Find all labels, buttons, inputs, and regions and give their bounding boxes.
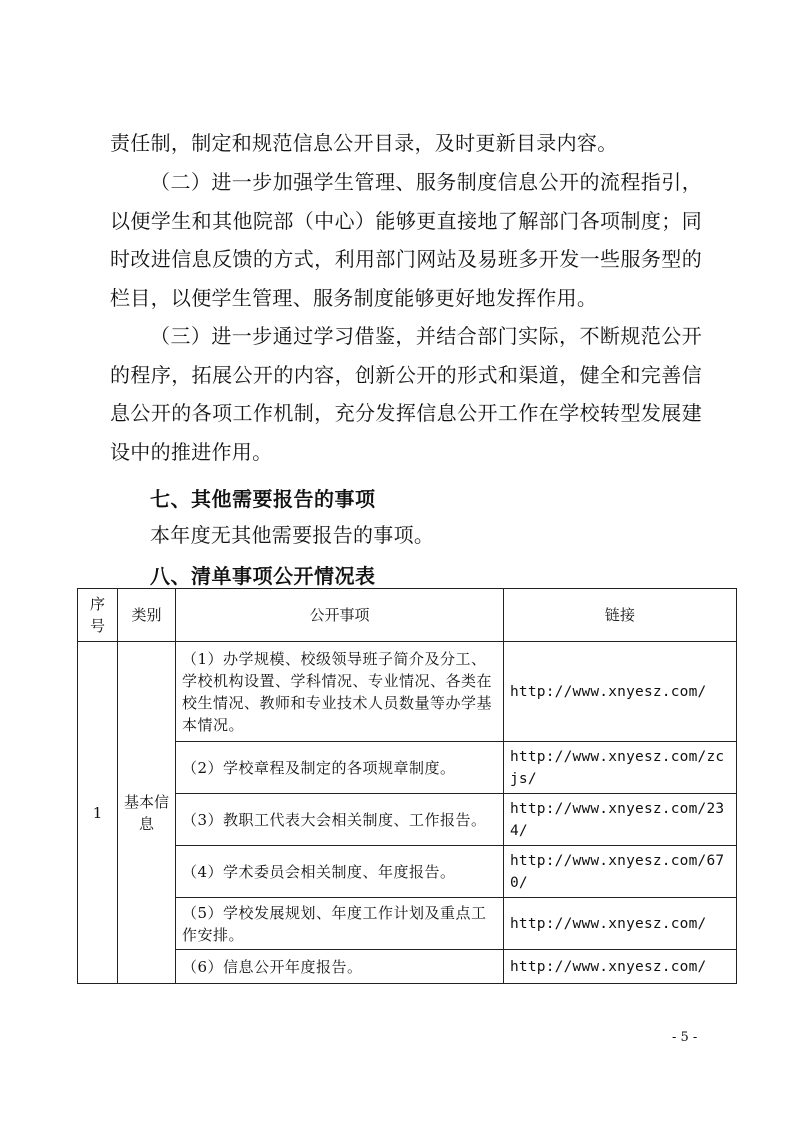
row-group-category: 基本信息 <box>118 642 176 984</box>
link[interactable]: http://www.xnyesz.com/zcjs/ <box>510 748 725 787</box>
table-row <box>78 846 737 898</box>
header-no: 序号 <box>78 589 118 642</box>
paragraph-item-2: （二）进一步加强学生管理、服务制度信息公开的流程指引，以便学生和其他院部（中心）能够更直接地了解部门各项制度；同时改进信息反馈的方式，利用部门网站及易班多开发一些服务型的栏目，以便学生管理、服务制度能够更好地发挥作用。 <box>110 170 702 310</box>
link[interactable]: http://www.xnyesz.com/ <box>510 915 707 932</box>
header-category: 类别 <box>118 589 176 642</box>
table-cell-link[interactable] <box>504 742 737 794</box>
table-cell-item: （4）学术委员会相关制度、年度报告。 <box>176 846 504 898</box>
table-cell-item: （3）教职工代表大会相关制度、工作报告。 <box>176 794 504 846</box>
table-cell-link[interactable] <box>504 950 737 984</box>
section-7-heading: 七、其他需要报告的事项 <box>150 487 376 511</box>
page-number: - 5 - <box>672 1030 698 1045</box>
table-cell-item: （2）学校章程及制定的各项规章制度。 <box>176 742 504 794</box>
table-cell-link[interactable] <box>504 794 737 846</box>
table-row <box>78 898 737 950</box>
table-cell-item: （5）学校发展规划、年度工作计划及重点工作安排。 <box>176 898 504 950</box>
disclosure-table <box>77 588 737 984</box>
section-8-heading: 八、清单事项公开情况表 <box>150 564 376 588</box>
table-cell-link[interactable] <box>504 642 737 742</box>
link[interactable]: http://www.xnyesz.com/234/ <box>510 800 725 839</box>
paragraph-item-3: （三）进一步通过学习借鉴，并结合部门实际，不断规范公开的程序，拓展公开的内容，创新公开的形式和渠道，健全和完善信息公开的各项工作机制，充分发挥信息公开工作在学校转型发展建设中的推进作用。 <box>110 324 702 464</box>
table-row <box>78 642 737 742</box>
link[interactable]: http://www.xnyesz.com/ <box>510 958 707 975</box>
link[interactable]: http://www.xnyesz.com/670/ <box>510 852 725 891</box>
table-row <box>78 950 737 984</box>
link[interactable]: http://www.xnyesz.com/ <box>510 683 707 700</box>
table-cell-link[interactable] <box>504 846 737 898</box>
table-cell-item: （1）办学规模、校级领导班子简介及分工、学校机构设置、学科情况、专业情况、各类在校生情况、教师和专业技术人员数量等办学基本情况。 <box>176 642 504 742</box>
table-cell-item: （6）信息公开年度报告。 <box>176 950 504 984</box>
table-row <box>78 742 737 794</box>
row-group-number: 1 <box>78 642 118 984</box>
table-cell-link[interactable] <box>504 898 737 950</box>
table-header-row <box>78 589 737 642</box>
table-row <box>78 794 737 846</box>
header-item: 公开事项 <box>176 589 504 642</box>
header-link: 链接 <box>504 589 737 642</box>
section-7-body: 本年度无其他需要报告的事项。 <box>150 523 435 547</box>
paragraph-continued: 责任制，制定和规范信息公开目录，及时更新目录内容。 <box>110 131 618 155</box>
